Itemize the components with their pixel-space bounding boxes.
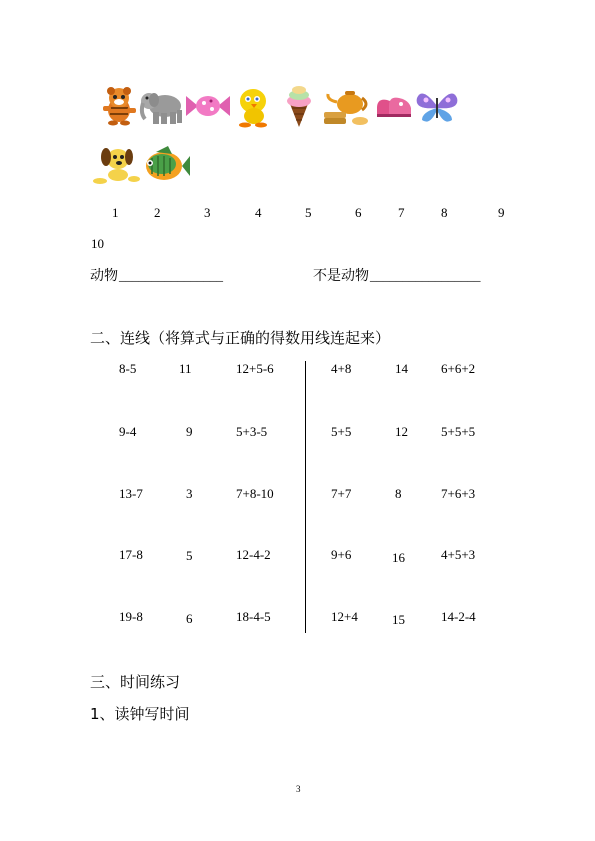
answer-number: 6 <box>186 611 193 626</box>
answer-number: 8 <box>395 486 402 501</box>
fish-picture <box>138 144 190 188</box>
expression: 5+3-5 <box>236 424 268 439</box>
expression: 12+4 <box>331 609 358 624</box>
number-label: 7 <box>398 205 405 220</box>
chick-picture <box>233 86 273 128</box>
section-3-title: 三、时间练习 <box>90 673 181 691</box>
answer-number: 3 <box>186 486 193 501</box>
number-label: 9 <box>498 205 505 220</box>
number-label: 2 <box>154 205 161 220</box>
expression: 14-2-4 <box>441 609 476 624</box>
expression: 4+5+3 <box>441 547 476 562</box>
number-label: 10 <box>91 236 104 251</box>
ice-cream-picture <box>283 84 315 128</box>
dog-picture <box>92 145 140 187</box>
expression: 7+7 <box>331 486 352 501</box>
expression: 4+8 <box>331 361 352 376</box>
expression: 5+5 <box>331 424 352 439</box>
not-animals-label: 不是动物 <box>313 268 369 284</box>
expression: 18-4-5 <box>236 609 271 624</box>
tiger-picture <box>100 86 138 126</box>
expression: 5+5+5 <box>441 424 476 439</box>
section-2-title: 二、连线（将算式与正确的得数用线连起来） <box>90 329 391 347</box>
answer-number: 16 <box>392 550 405 565</box>
number-label: 8 <box>441 205 448 220</box>
answer-number: 15 <box>392 612 405 627</box>
page-number: 3 <box>296 784 301 794</box>
number-label: 6 <box>355 205 362 220</box>
expression: 12-4-2 <box>236 547 271 562</box>
answer-number: 9 <box>186 424 193 439</box>
number-label: 1 <box>112 205 119 220</box>
answer-number: 12 <box>395 424 408 439</box>
animals-answer-blank[interactable]: ________________ <box>119 268 223 283</box>
expression: 12+5-6 <box>236 361 274 376</box>
answer-number: 11 <box>179 361 192 376</box>
expression: 13-7 <box>119 486 143 501</box>
expression: 17-8 <box>119 547 143 562</box>
not-animals-answer-blank[interactable]: _________________ <box>370 268 481 283</box>
answer-number: 5 <box>186 548 193 563</box>
candy-picture <box>186 90 230 122</box>
butterfly-picture <box>414 88 460 126</box>
number-label: 3 <box>204 205 211 220</box>
expression: 7+8-10 <box>236 486 274 501</box>
expression: 9+6 <box>331 547 352 562</box>
expression: 8-5 <box>119 361 137 376</box>
expression: 7+6+3 <box>441 486 476 501</box>
expression: 19-8 <box>119 609 143 624</box>
animals-label: 动物 <box>90 268 118 284</box>
expression: 9-4 <box>119 424 137 439</box>
shoes-picture <box>375 92 413 120</box>
number-label: 4 <box>255 205 262 220</box>
section-3-subtitle: 1、读钟写时间 <box>90 705 190 723</box>
column-divider <box>305 361 306 633</box>
expression: 6+6+2 <box>441 361 476 376</box>
elephant-picture <box>139 86 185 126</box>
teapot-picture <box>322 84 372 128</box>
answer-number: 14 <box>395 361 408 376</box>
number-label: 5 <box>305 205 312 220</box>
